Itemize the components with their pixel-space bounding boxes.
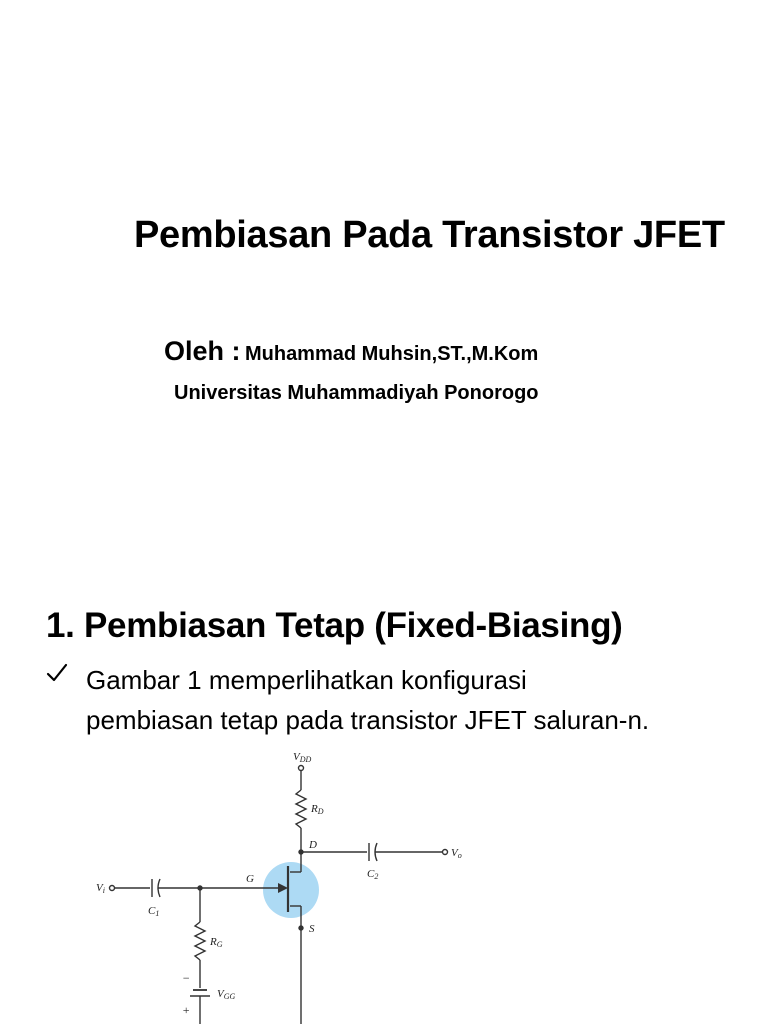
c2-label: C2 (367, 868, 379, 881)
gate-label: G (246, 873, 254, 885)
fixed-bias-circuit-diagram (0, 740, 768, 1024)
source-label: S (309, 923, 315, 935)
drain-label: D (309, 839, 317, 851)
author-line (164, 336, 538, 367)
checkmark-icon (46, 662, 68, 684)
source-node (299, 926, 303, 930)
section-heading: 1. Pembiasan Tetap (Fixed-Biasing) (46, 606, 623, 645)
author-name: Muhammad Muhsin,ST.,M.Kom (244, 343, 539, 365)
author-label: Oleh : (164, 336, 241, 366)
slide-title: Pembiasan Pada Transistor JFET (134, 214, 725, 256)
vi-label: Vi (96, 882, 105, 895)
bullet-line-2: pembiasan tetap pada transistor JFET saluran-n. (86, 705, 650, 735)
rd-resistor (296, 790, 306, 828)
vo-terminal (443, 850, 448, 855)
rg-resistor (195, 922, 205, 960)
vi-terminal (110, 886, 115, 891)
vgg-minus-label: − (182, 971, 191, 985)
vdd-terminal (299, 766, 304, 771)
bullet-line-1: Gambar 1 memperlihatkan konfigurasi (86, 665, 527, 695)
vdd-label: VDD (293, 751, 312, 764)
jfet-highlight (263, 862, 319, 918)
rd-label: RD (311, 803, 324, 816)
bullet-text (86, 660, 649, 740)
c1-label: C1 (148, 905, 160, 918)
affiliation: Universitas Muhammadiyah Ponorogo (174, 382, 539, 404)
vgg-label: VGG (217, 988, 236, 1001)
vgg-plus-label: + (182, 1003, 191, 1017)
rg-label: RG (210, 936, 223, 949)
vo-label: Vo (451, 847, 462, 860)
